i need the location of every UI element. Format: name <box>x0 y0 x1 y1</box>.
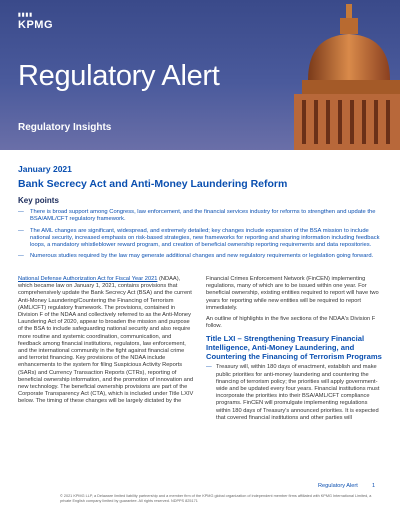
article-title: Bank Secrecy Act and Anti-Money Laundering Reform <box>18 178 288 190</box>
page-subtitle: Regulatory Insights <box>18 122 112 133</box>
kpmg-logo <box>18 12 53 31</box>
section-bullet-item: — Treasury will, within 180 days of enactment, establish and make public priorities for anti-money laundering and countering the financing of terrorism policy; the priorities will apply government-wide and be updated every four years. Financial institutions must incorporate the priorities into their BSA/AML/CFT compliance programs. FinCEN will promulgate implementing regulations within 180 days of Treasury's announced priorities. It is expected that covered financial institutions and other parties will <box>206 364 382 422</box>
section-title: Title LXI – Strengthening Treasury Financial Intelligence, Anti-Money Laundering, and Countering the Financing of Terrorism Programs <box>206 334 382 362</box>
body-columns <box>18 276 382 422</box>
section-bullets <box>206 364 382 422</box>
logo-boxes-icon: ▮▮▮▮ <box>18 12 34 18</box>
hero-banner <box>0 0 400 150</box>
key-points-list <box>18 209 382 261</box>
page-title: Regulatory Alert <box>18 60 220 92</box>
left-column <box>18 276 194 422</box>
article-header <box>18 164 382 265</box>
key-point-item: — There is broad support among Congress, law enforcement, and the financial services industry for reforms to strengthen and update the BSA/AML/CFT regulatory framework. <box>18 209 382 224</box>
intro-paragraph <box>18 276 194 406</box>
copyright-notice: © 2021 KPMG LLP, a Delaware limited liability partnership and a member firm of the KPMG global organization of independent member firms affiliated with KPMG International Limited, a private English company limited by guarantee. All rights reserved. NDPPS 825171 <box>60 494 372 503</box>
intro-text: (NDAA), which became law on January 1, 2021, contains provisions that comprehensively update the Bank Secrecy Act (BSA) and the current Anti-Money Laundering/Countering the Financing of Terrorism (AML/CFT) regulatory framework. The provisions, contained in Division F of the NDAA and collectively referred to as the Anti-Money Laundering Act of 2020, appear to broaden the mission and purpose of the BSA to include safeguarding national security and also require more routine and systemic coordination, communication, and feedback among financial institutions, regulators, law enforcement, and the international community in the fight against financial crime and terrorist financing. Key provisions of the NDAA include enhancements to the system for filing Suspicious Activity Reports (SARs) and Currency Transaction Reports (CTRs), reporting of beneficial ownership information, and the promotion of innovation and new technology. The beneficial ownership provisions are part of the Corporate Transparency Act (CTA), which is included under Title LXIV below. The timing of these changes will be largely dictated by the <box>18 276 194 405</box>
article-date: January 2021 <box>18 164 72 174</box>
ndaa-link[interactable]: National Defense Authorization Act for Fiscal Year 2021 <box>18 276 158 282</box>
key-point-item: — The AML changes are significant, widespread, and extremely detailed; key changes include expansion of the BSA mission to include national security, increased emphasis on risk-based strategies, new frameworks for reporting and sharing information including feedback loops, a mandatory whistleblower reward program, and creation of beneficial ownership reporting requirements and data repositories. <box>18 228 382 250</box>
timing-paragraph: Financial Crimes Enforcement Network (FinCEN) implementing regulations, many of which are to be issued within one year. For beneficial ownership, existing entities required to report will have two years for reporting while new entities will be required to report immediately. <box>206 276 379 311</box>
key-points-heading: Key points <box>18 196 59 205</box>
footer-label: Regulatory Alert <box>318 483 358 489</box>
page-number: 1 <box>372 483 376 489</box>
outline-paragraph: An outline of highlights in the five sections of the NDAA's Division F follow. <box>206 316 376 330</box>
key-point-item: — Numerous studies required by the law may generate additional changes and new regulatory requirements or legislation going forward. <box>18 253 382 260</box>
right-column <box>206 276 382 422</box>
logo-text: KPMG <box>18 19 53 31</box>
capitol-dome-image <box>268 0 400 150</box>
